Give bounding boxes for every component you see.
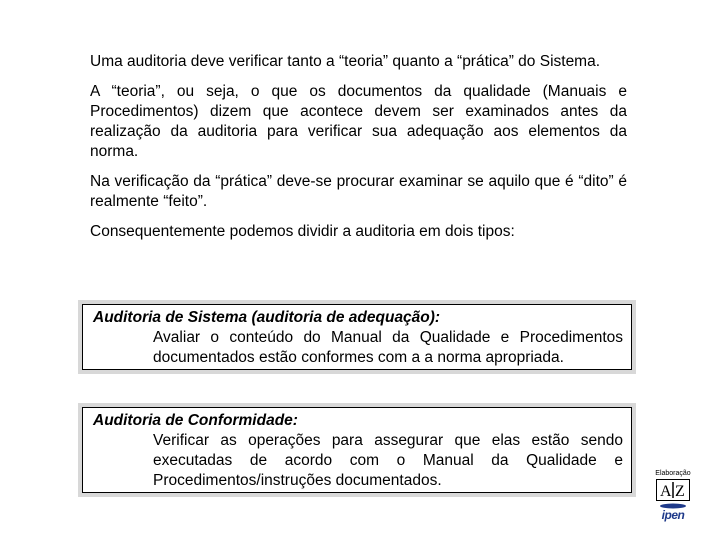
box-auditoria-conformidade bbox=[78, 403, 636, 497]
logo-elaboracao bbox=[650, 470, 696, 521]
box-auditoria-sistema-inner bbox=[82, 304, 632, 370]
ipen-brand: ipen bbox=[661, 508, 685, 522]
paragraph-teoria: A “teoria”, ou seja, o que os documentos da qualidade (Manuais e Procedimentos) dizem que acontece devem ser examinados antes da realização da auditoria para verificar sua adequação aos elementos da norma. bbox=[90, 83, 627, 160]
box-auditoria-sistema bbox=[78, 300, 636, 374]
paragraph-intro: Uma auditoria deve verificar tanto a “teoria” quanto a “prática” do Sistema. bbox=[90, 53, 601, 70]
box-text: Verificar as operações para assegurar que elas estão sendo executadas de acordo com o Manual da Qualidade e Procedimentos/instruções documentados. bbox=[153, 432, 623, 489]
box-title: Auditoria de Conformidade: bbox=[93, 412, 298, 429]
box-title: Auditoria de Sistema (auditoria de adequação): bbox=[93, 309, 441, 326]
logo-caption: Elaboração bbox=[655, 470, 691, 477]
box-auditoria-conformidade-inner bbox=[82, 407, 632, 493]
svg-text:A: A bbox=[660, 483, 672, 500]
slide-body bbox=[90, 52, 627, 252]
svg-text:Z: Z bbox=[675, 483, 685, 500]
paragraph-pratica: Na verificação da “prática” deve-se procurar examinar se aquilo que é “dito” é realmente “feito”. bbox=[90, 173, 627, 210]
paragraph-tipos: Consequentemente podemos dividir a auditoria em dois tipos: bbox=[90, 223, 515, 240]
az-logo-icon bbox=[656, 479, 690, 501]
box-text: Avaliar o conteúdo do Manual da Qualidade e Procedimentos documentados estão conformes com a a norma apropriada. bbox=[153, 329, 623, 366]
